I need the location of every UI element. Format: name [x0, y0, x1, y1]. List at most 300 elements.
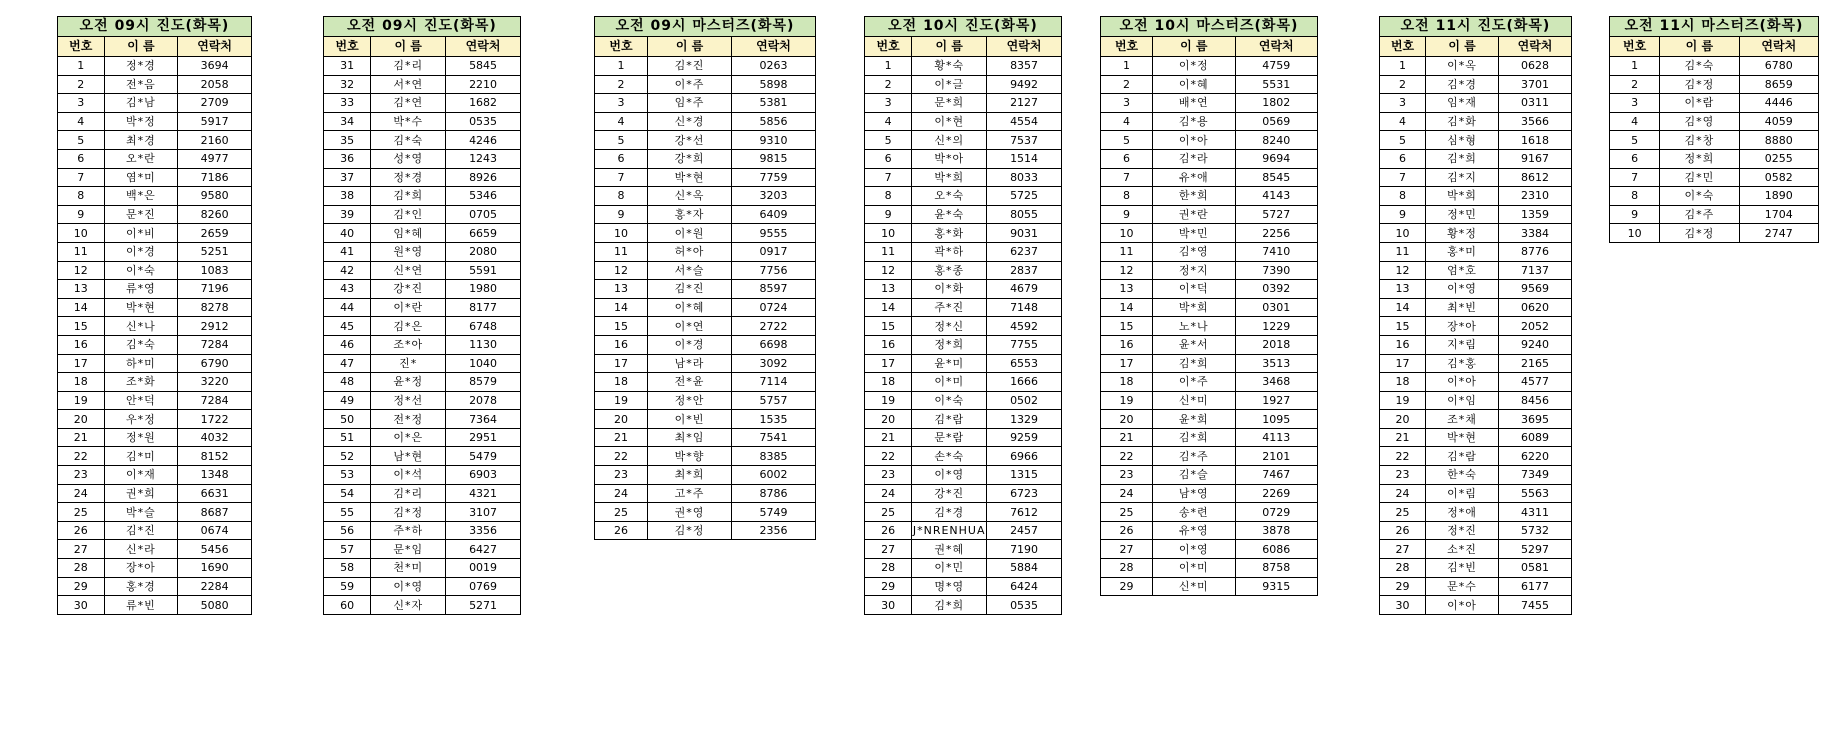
row-number: 8 — [1101, 187, 1153, 206]
member-name: 문*진 — [104, 205, 178, 224]
row-number: 16 — [58, 335, 105, 354]
member-contact: 4977 — [178, 149, 252, 168]
member-name: 송*련 — [1153, 503, 1235, 522]
row-number: 25 — [1380, 503, 1426, 522]
member-contact: 1348 — [178, 466, 252, 485]
table-row — [324, 484, 521, 503]
member-name: 김*연 — [371, 94, 446, 113]
member-contact: 6237 — [987, 242, 1062, 261]
member-contact: 7364 — [446, 410, 521, 429]
member-contact: 0769 — [446, 577, 521, 596]
row-number: 12 — [865, 261, 912, 280]
member-name: 김*리 — [371, 484, 446, 503]
table-row — [1380, 335, 1572, 354]
member-contact: 2269 — [1235, 484, 1317, 503]
member-contact: 5725 — [987, 187, 1062, 206]
member-name: 김*진 — [648, 57, 732, 76]
table-row — [1380, 149, 1572, 168]
row-number: 23 — [865, 466, 912, 485]
row-number: 12 — [1101, 261, 1153, 280]
table-row — [865, 335, 1062, 354]
table-title: 오전 11시 마스터즈(화목) — [1610, 17, 1819, 37]
member-contact: 9315 — [1235, 577, 1317, 596]
member-contact: 2310 — [1499, 187, 1572, 206]
member-name: 김*진 — [648, 280, 732, 299]
table-row — [58, 354, 252, 373]
table-row — [58, 521, 252, 540]
member-contact: 2052 — [1499, 317, 1572, 336]
table-row — [1101, 391, 1318, 410]
member-contact: 1095 — [1235, 410, 1317, 429]
table-title: 오전 10시 마스터즈(화목) — [1101, 17, 1318, 37]
member-name: 박*희 — [1153, 298, 1235, 317]
row-number: 13 — [865, 280, 912, 299]
header-row — [595, 37, 816, 57]
table-row — [865, 466, 1062, 485]
member-contact: 2709 — [178, 94, 252, 113]
member-contact: 8776 — [1499, 242, 1572, 261]
member-contact: 8659 — [1739, 75, 1818, 94]
member-contact: 3107 — [446, 503, 521, 522]
row-number: 56 — [324, 521, 371, 540]
row-number: 20 — [58, 410, 105, 429]
member-contact: 4577 — [1499, 373, 1572, 392]
row-number: 4 — [1610, 112, 1660, 131]
member-contact: 8278 — [178, 298, 252, 317]
member-contact: 4446 — [1739, 94, 1818, 113]
member-contact: 5251 — [178, 242, 252, 261]
member-contact: 7537 — [987, 131, 1062, 150]
row-number: 38 — [324, 187, 371, 206]
table-row — [1380, 354, 1572, 373]
member-name: 박*향 — [648, 447, 732, 466]
table-row — [1101, 261, 1318, 280]
row-number: 3 — [1101, 94, 1153, 113]
row-number: 13 — [1101, 280, 1153, 299]
member-contact: 5531 — [1235, 75, 1317, 94]
row-number: 31 — [324, 57, 371, 76]
table-row — [1101, 94, 1318, 113]
table-row — [58, 280, 252, 299]
member-name: 이*혜 — [1153, 75, 1235, 94]
row-number: 12 — [595, 261, 648, 280]
member-name: 임*혜 — [371, 224, 446, 243]
row-number: 35 — [324, 131, 371, 150]
member-name: 노*나 — [1153, 317, 1235, 336]
member-contact: 5563 — [1499, 484, 1572, 503]
member-name: 김*리 — [371, 57, 446, 76]
row-number: 24 — [865, 484, 912, 503]
member-name: 곽*하 — [912, 242, 987, 261]
col-header-name: 이 름 — [648, 37, 732, 57]
table-row — [1380, 317, 1572, 336]
table-row — [1380, 373, 1572, 392]
row-number: 33 — [324, 94, 371, 113]
member-contact: 7284 — [178, 335, 252, 354]
member-name: 박*현 — [648, 168, 732, 187]
table-row — [865, 205, 1062, 224]
member-name: 신*미 — [1153, 391, 1235, 410]
table-row — [58, 205, 252, 224]
col-header-number: 번호 — [58, 37, 105, 57]
row-number: 2 — [595, 75, 648, 94]
member-name: 이*화 — [912, 280, 987, 299]
table-row — [58, 596, 252, 615]
member-name: 권*란 — [1153, 205, 1235, 224]
member-contact: 1315 — [987, 466, 1062, 485]
member-name: 이*숙 — [104, 261, 178, 280]
table-row — [1101, 373, 1318, 392]
table-row — [1380, 112, 1572, 131]
member-name: 권*혜 — [912, 540, 987, 559]
row-number: 42 — [324, 261, 371, 280]
member-name: 황*숙 — [912, 57, 987, 76]
row-number: 3 — [865, 94, 912, 113]
table-row — [324, 112, 521, 131]
member-contact: 2018 — [1235, 335, 1317, 354]
table-row — [1610, 131, 1819, 150]
table-row — [1380, 261, 1572, 280]
table-row — [324, 242, 521, 261]
member-contact: 0674 — [178, 521, 252, 540]
table-row — [595, 428, 816, 447]
member-contact: 4113 — [1235, 428, 1317, 447]
table-row — [324, 447, 521, 466]
row-number: 13 — [595, 280, 648, 299]
member-name: 장*아 — [104, 559, 178, 578]
table-row — [1610, 75, 1819, 94]
member-contact: 8385 — [732, 447, 816, 466]
member-name: 원*영 — [371, 242, 446, 261]
member-name: 진* — [371, 354, 446, 373]
row-number: 1 — [1380, 57, 1426, 76]
member-name: 고*주 — [648, 484, 732, 503]
table-row — [58, 484, 252, 503]
row-number: 7 — [865, 168, 912, 187]
table-row — [58, 131, 252, 150]
table-title: 오전 10시 진도(화목) — [865, 17, 1062, 37]
member-contact: 0535 — [987, 596, 1062, 615]
table-row — [865, 112, 1062, 131]
table-row — [595, 298, 816, 317]
table-row — [1380, 205, 1572, 224]
member-name: 이*은 — [371, 428, 446, 447]
row-number: 15 — [58, 317, 105, 336]
member-name: 김*정 — [371, 503, 446, 522]
row-number: 21 — [1380, 428, 1426, 447]
member-contact: 7410 — [1235, 242, 1317, 261]
member-name: 박*수 — [371, 112, 446, 131]
member-name: 신*경 — [648, 112, 732, 131]
member-contact: 2722 — [732, 317, 816, 336]
member-name: 김*화 — [1426, 112, 1499, 131]
member-name: 황*정 — [1426, 224, 1499, 243]
table-row — [1101, 484, 1318, 503]
member-name: 최*빈 — [1426, 298, 1499, 317]
member-name: 전*정 — [371, 410, 446, 429]
member-contact: 1890 — [1739, 187, 1818, 206]
member-name: 이*아 — [1426, 373, 1499, 392]
row-number: 14 — [595, 298, 648, 317]
table-row — [1101, 521, 1318, 540]
row-number: 6 — [1101, 149, 1153, 168]
table-row — [1380, 484, 1572, 503]
row-number: 18 — [58, 373, 105, 392]
row-number: 48 — [324, 373, 371, 392]
member-contact: 5856 — [732, 112, 816, 131]
table-row — [1380, 540, 1572, 559]
member-name: 문*수 — [1426, 577, 1499, 596]
table-row — [865, 242, 1062, 261]
table-row — [58, 559, 252, 578]
row-number: 11 — [595, 242, 648, 261]
row-number: 46 — [324, 335, 371, 354]
member-name: 엄*호 — [1426, 261, 1499, 280]
table-row — [865, 428, 1062, 447]
table-row — [1380, 168, 1572, 187]
row-number: 12 — [1380, 261, 1426, 280]
table-row — [595, 466, 816, 485]
member-contact: 3701 — [1499, 75, 1572, 94]
col-header-contact: 연락처 — [1235, 37, 1317, 57]
row-number: 19 — [1101, 391, 1153, 410]
table-row — [865, 94, 1062, 113]
table-row — [324, 410, 521, 429]
member-contact: 0705 — [446, 205, 521, 224]
header-row — [58, 37, 252, 57]
member-name: 한*희 — [1153, 187, 1235, 206]
table-row — [1380, 224, 1572, 243]
member-contact: 9555 — [732, 224, 816, 243]
row-number: 11 — [865, 242, 912, 261]
member-name: 소*진 — [1426, 540, 1499, 559]
member-name: 이*영 — [1153, 540, 1235, 559]
member-contact: 7755 — [987, 335, 1062, 354]
member-contact: 7196 — [178, 280, 252, 299]
table-title: 오전 09시 진도(화목) — [58, 17, 252, 37]
table-row — [595, 75, 816, 94]
table-row — [324, 75, 521, 94]
member-name: 정*희 — [912, 335, 987, 354]
row-number: 28 — [58, 559, 105, 578]
row-number: 8 — [865, 187, 912, 206]
col-header-contact: 연락처 — [178, 37, 252, 57]
table-row — [1610, 224, 1819, 243]
table-row — [58, 391, 252, 410]
row-number: 30 — [1380, 596, 1426, 615]
row-number: 20 — [595, 410, 648, 429]
row-number: 57 — [324, 540, 371, 559]
row-number: 13 — [58, 280, 105, 299]
table-row — [1101, 224, 1318, 243]
member-name: 이*주 — [648, 75, 732, 94]
header-row — [1380, 37, 1572, 57]
member-name: 신*의 — [912, 131, 987, 150]
member-name: 김*주 — [1153, 447, 1235, 466]
table-row — [58, 149, 252, 168]
member-contact: 5271 — [446, 596, 521, 615]
table-row — [1380, 596, 1572, 615]
member-name: 류*빈 — [104, 596, 178, 615]
member-name: 김*영 — [1153, 242, 1235, 261]
member-contact: 6177 — [1499, 577, 1572, 596]
row-number: 19 — [595, 391, 648, 410]
member-name: 정*원 — [104, 428, 178, 447]
table-row — [595, 94, 816, 113]
row-number: 27 — [58, 540, 105, 559]
row-number: 29 — [1380, 577, 1426, 596]
table-row — [595, 224, 816, 243]
member-name: 권*영 — [648, 503, 732, 522]
member-name: 임*재 — [1426, 94, 1499, 113]
member-contact: 8597 — [732, 280, 816, 299]
member-contact: 6903 — [446, 466, 521, 485]
member-name: 정*애 — [1426, 503, 1499, 522]
table-row — [595, 373, 816, 392]
row-number: 52 — [324, 447, 371, 466]
member-name: 김*정 — [1660, 75, 1739, 94]
table-row — [1101, 298, 1318, 317]
row-number: 29 — [58, 577, 105, 596]
member-name: 이*주 — [1153, 373, 1235, 392]
row-number: 26 — [1380, 521, 1426, 540]
table-row — [595, 335, 816, 354]
member-name: 윤*정 — [371, 373, 446, 392]
row-number: 24 — [58, 484, 105, 503]
member-name: 김*정 — [1660, 224, 1739, 243]
table-row — [324, 280, 521, 299]
table-row — [595, 354, 816, 373]
member-name: 정*희 — [1660, 149, 1739, 168]
row-number: 11 — [1380, 242, 1426, 261]
table-row — [595, 187, 816, 206]
member-name: 이*덕 — [1153, 280, 1235, 299]
member-name: 김*빈 — [1426, 559, 1499, 578]
member-contact: 3384 — [1499, 224, 1572, 243]
member-name: 전*음 — [104, 75, 178, 94]
roster-table-0900-jindo-a — [57, 16, 252, 615]
member-contact: 8687 — [178, 503, 252, 522]
member-contact: 2080 — [446, 242, 521, 261]
table-row — [595, 131, 816, 150]
row-number: 27 — [1101, 540, 1153, 559]
row-number: 14 — [1101, 298, 1153, 317]
member-name: 이*임 — [1426, 391, 1499, 410]
member-contact: 7759 — [732, 168, 816, 187]
member-name: 강*진 — [371, 280, 446, 299]
member-name: 이*경 — [104, 242, 178, 261]
row-number: 15 — [1380, 317, 1426, 336]
member-contact: 5749 — [732, 503, 816, 522]
row-number: 14 — [865, 298, 912, 317]
row-number: 17 — [1101, 354, 1153, 373]
member-name: 김*희 — [1153, 428, 1235, 447]
row-number: 9 — [1380, 205, 1426, 224]
row-number: 15 — [1101, 317, 1153, 336]
row-number: 19 — [58, 391, 105, 410]
member-contact: 1083 — [178, 261, 252, 280]
member-name: 백*은 — [104, 187, 178, 206]
row-number: 28 — [1101, 559, 1153, 578]
member-name: 김*인 — [371, 205, 446, 224]
member-contact: 9310 — [732, 131, 816, 150]
row-number: 29 — [1101, 577, 1153, 596]
member-name: 오*란 — [104, 149, 178, 168]
member-contact: 6409 — [732, 205, 816, 224]
table-row — [1101, 187, 1318, 206]
row-number: 3 — [58, 94, 105, 113]
table-row — [324, 596, 521, 615]
member-name: 유*애 — [1153, 168, 1235, 187]
col-header-number: 번호 — [595, 37, 648, 57]
member-name: 최*임 — [648, 428, 732, 447]
table-row — [1101, 540, 1318, 559]
member-contact: 6002 — [732, 466, 816, 485]
table-row — [595, 280, 816, 299]
table-row — [595, 112, 816, 131]
member-contact: 8926 — [446, 168, 521, 187]
row-number: 27 — [865, 540, 912, 559]
row-number: 5 — [865, 131, 912, 150]
table-row — [324, 205, 521, 224]
row-number: 6 — [865, 149, 912, 168]
member-name: 임*주 — [648, 94, 732, 113]
row-number: 7 — [58, 168, 105, 187]
member-name: 정*선 — [371, 391, 446, 410]
table-row — [58, 577, 252, 596]
row-number: 25 — [1101, 503, 1153, 522]
table-row — [1101, 466, 1318, 485]
member-name: 손*숙 — [912, 447, 987, 466]
row-number: 5 — [1380, 131, 1426, 150]
member-contact: 6427 — [446, 540, 521, 559]
table-row — [1101, 131, 1318, 150]
table-row — [595, 484, 816, 503]
member-contact: 7114 — [732, 373, 816, 392]
member-contact: 8177 — [446, 298, 521, 317]
member-name: 남*현 — [371, 447, 446, 466]
member-contact: 0582 — [1739, 168, 1818, 187]
row-number: 7 — [1610, 168, 1660, 187]
member-contact: 1682 — [446, 94, 521, 113]
member-contact: 7148 — [987, 298, 1062, 317]
table-row — [595, 391, 816, 410]
member-name: 박*현 — [1426, 428, 1499, 447]
row-number: 1 — [595, 57, 648, 76]
member-contact: 2058 — [178, 75, 252, 94]
row-number: 54 — [324, 484, 371, 503]
row-number: 28 — [1380, 559, 1426, 578]
member-name: 김*미 — [104, 447, 178, 466]
member-contact: 9569 — [1499, 280, 1572, 299]
member-name: 김*남 — [104, 94, 178, 113]
roster-table-1100-jindo — [1379, 16, 1572, 615]
row-number: 24 — [1380, 484, 1426, 503]
table-row — [595, 242, 816, 261]
member-contact: 5591 — [446, 261, 521, 280]
member-contact: 5757 — [732, 391, 816, 410]
member-name: 이*림 — [1426, 484, 1499, 503]
table-row — [865, 577, 1062, 596]
col-header-number: 번호 — [1380, 37, 1426, 57]
roster-table-0900-jindo-b — [323, 16, 521, 615]
row-number: 5 — [1101, 131, 1153, 150]
member-name: 이*란 — [371, 298, 446, 317]
table-title: 오전 09시 진도(화목) — [324, 17, 521, 37]
table-row — [1610, 205, 1819, 224]
member-contact: 4321 — [446, 484, 521, 503]
table-row — [865, 57, 1062, 76]
